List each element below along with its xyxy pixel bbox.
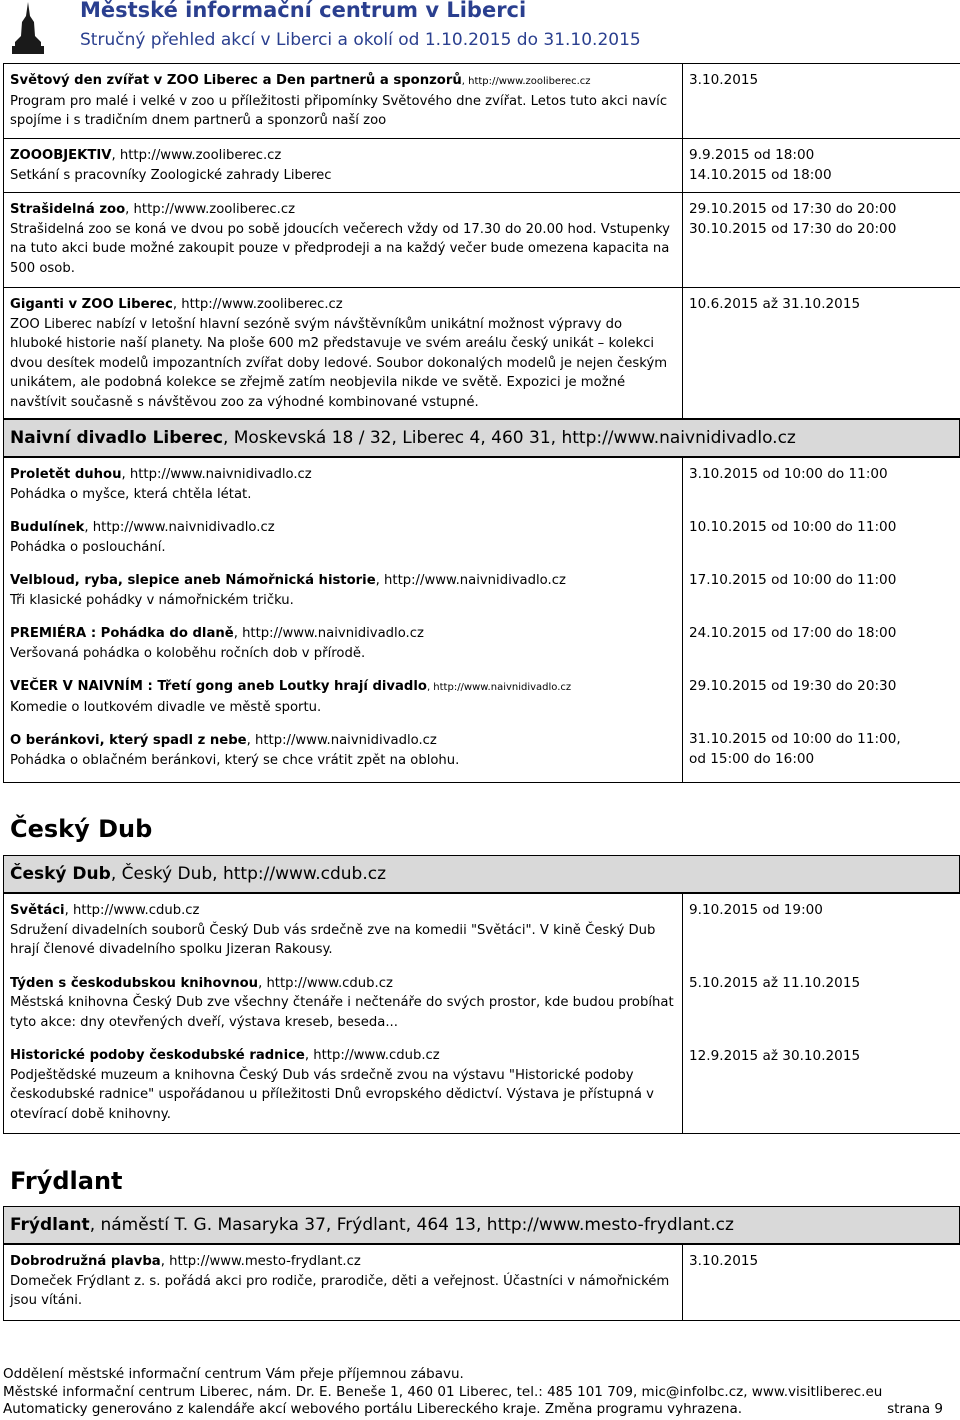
event-description: Setkání s pracovníky Zoologické zahrady Liberec <box>10 167 332 183</box>
event-description: Program pro malé i velké v zoo u příležitosti připomínky Světového dne zvířat. Letos tuto akci navíc spojíme i s tradičním dnem partnerů a sponzorů naší zoo <box>10 93 668 128</box>
event-url[interactable]: , http://www.zooliberec.cz <box>111 148 282 163</box>
event-description: ZOO Liberec nabízí v letošní hlavní sezóně svým návštěvníkům unikátní možnost výpravy do hluboké historie naší planety. Na ploše 600 m2 představuje ve svém areálu český unikát – kolekci dvou desítek modelů impozantních zvířat doby ledové. Soubor dokonalých modelů je nejen českým unikátem, ale podobná kolekce se zřejmě zatím neobjevila nikde ve světě. Expozici je možné navštívit současně s návštěvou zoo za výhodné kombinované vstupné. <box>10 316 668 410</box>
list-item <box>10 571 676 610</box>
list-item <box>10 1252 676 1311</box>
list-item <box>10 200 676 278</box>
event-url[interactable]: , http://www.zooliberec.cz <box>172 297 343 312</box>
event-url[interactable]: , http://www.naivnidivadlo.cz <box>84 520 275 535</box>
event-date: 10.10.2015 od 10:00 do 11:00 <box>689 519 897 535</box>
event-description: Komedie o loutkovém divadle ve městě sportu. <box>10 699 322 715</box>
event-name: Budulínek <box>10 520 85 535</box>
event-url[interactable]: , http://www.naivnidivadlo.cz <box>121 467 312 482</box>
event-url[interactable]: , http://www.naivnidivadlo.cz <box>375 573 566 588</box>
event-name: Světový den zvířat v ZOO Liberec a Den partnerů a sponzorů <box>10 73 462 88</box>
cesky-dub-events-table <box>3 893 960 1134</box>
footer-note <box>3 1401 953 1419</box>
event-url[interactable]: , http://www.mesto-frydlant.cz <box>160 1254 361 1269</box>
venue-header <box>3 1206 960 1244</box>
event-date: 31.10.2015 od 10:00 do 11:00, <box>689 731 901 747</box>
list-item <box>10 295 676 412</box>
event-description: Domeček Frýdlant z. s. pořádá akci pro rodiče, prarodiče, děti a veřejnost. Účastníci v námořnickém jsou vítáni. <box>10 1273 670 1308</box>
list-item <box>10 677 676 717</box>
page-subtitle: Stručný přehled akcí v Liberci a okolí od 1.10.2015 do 31.10.2015 <box>80 30 641 50</box>
event-url[interactable]: , http://www.cdub.cz <box>64 903 200 918</box>
table-row <box>4 458 960 783</box>
event-url[interactable]: , http://www.zooliberec.cz <box>461 76 591 87</box>
event-url[interactable]: , http://www.naivnidivadlo.cz <box>233 626 424 641</box>
list-item <box>10 731 676 770</box>
event-date: 29.10.2015 od 19:30 do 20:30 <box>689 678 897 694</box>
event-date: 5.10.2015 až 11.10.2015 <box>689 975 861 991</box>
event-description: Strašidelná zoo se koná ve dvou po sobě jdoucích večerech vždy od 17.30 do 20.00 hod. Vstupenky na tuto akci bude možné zakoupit pouze v předprodeji a na každý večer bude omezena kapacita na 500 osob. <box>10 221 670 276</box>
footer-contact: Městské informační centrum Liberec, nám. Dr. E. Beneše 1, 460 01 Liberec, tel.: 485 101 709, mic@infolbc.cz, www.visitliberec.eu <box>3 1383 883 1400</box>
venue-address: , náměstí T. G. Masaryka 37, Frýdlant, 464 13, http://www.mesto-frydlant.cz <box>89 1215 734 1235</box>
event-date: 17.10.2015 od 10:00 do 11:00 <box>689 572 897 588</box>
city-heading: Český Dub <box>10 815 153 843</box>
table-row <box>4 193 960 288</box>
event-url[interactable]: , http://www.cdub.cz <box>258 975 393 991</box>
event-name: Dobrodružná plavba <box>10 1254 161 1269</box>
event-name: Giganti v ZOO Liberec <box>10 297 173 312</box>
event-name: Strašidelná zoo <box>10 202 126 217</box>
venue-name: Naivní divadlo Liberec <box>10 428 223 448</box>
city-heading: Frýdlant <box>10 1167 123 1195</box>
zoo-events-table <box>3 63 960 419</box>
event-url[interactable]: , http://www.naivnidivadlo.cz <box>246 733 437 748</box>
list-item <box>10 71 676 131</box>
venue-name: Český Dub <box>10 864 111 884</box>
table-row <box>4 894 960 1134</box>
event-description: Tři klasické pohádky v námořnickém tričku. <box>10 592 294 608</box>
list-item <box>10 518 676 557</box>
list-item <box>10 901 676 960</box>
event-name: Proletět duhou <box>10 467 122 482</box>
event-date: 3.10.2015 <box>689 72 759 88</box>
event-date: 3.10.2015 od 10:00 do 11:00 <box>689 466 888 482</box>
venue-name: Frýdlant <box>10 1215 90 1235</box>
page-header <box>0 0 960 62</box>
event-date: 14.10.2015 od 18:00 <box>689 166 832 183</box>
venue-address: , Český Dub, http://www.cdub.cz <box>110 864 386 884</box>
list-item <box>10 1046 676 1124</box>
event-description: Podještědské muzeum a knihovna Český Dub vás srdečně zvou na výstavu "Historické podoby českodubské radnice" uspořádanou u příležitosti Dnů evropského dědictví. Výstava je přístupná v otevírací době knihovny. <box>10 1067 654 1122</box>
naivni-events-table <box>3 457 960 783</box>
event-description: Městská knihovna Český Dub zve všechny čtenáře i nečtenáře do svých prostor, kde budou probíhat tyto akce: dny otevřených dveří, výstava kreseb, beseda... <box>10 995 674 1030</box>
event-name: O beránkovi, který spadl z nebe <box>10 733 247 748</box>
event-date: 10.6.2015 až 31.10.2015 <box>689 296 861 312</box>
event-date: 3.10.2015 <box>689 1253 759 1269</box>
table-row <box>4 1245 960 1321</box>
table-row <box>4 288 960 419</box>
table-row <box>4 64 960 139</box>
footer-disclaimer: Automaticky generováno z kalendáře akcí webového portálu Libereckého kraje. Změna programu vyhrazena. <box>3 1401 743 1417</box>
event-date: 9.9.2015 od 18:00 <box>689 147 815 163</box>
table-row <box>4 139 960 193</box>
venue-address: , Moskevská 18 / 32, Liberec 4, 460 31, http://www.naivnidivadlo.cz <box>222 428 796 448</box>
page-footer <box>3 1366 953 1419</box>
liberec-town-hall-logo-icon <box>8 2 48 54</box>
event-description: Pohádka o oblačném beránkovi, který se chce vrátit zpět na oblohu. <box>10 752 460 768</box>
event-date: 30.10.2015 od 17:30 do 20:00 <box>689 220 897 237</box>
page-number: strana 9 <box>887 1401 943 1417</box>
event-name: Historické podoby českodubské radnice <box>10 1048 305 1063</box>
event-date: 12.9.2015 až 30.10.2015 <box>689 1048 861 1064</box>
venue-header <box>3 855 960 893</box>
event-name: Týden s českodubskou knihovnou <box>10 975 259 991</box>
event-date: 9.10.2015 od 19:00 <box>689 902 823 918</box>
frydlant-events-table <box>3 1244 960 1321</box>
event-date: 29.10.2015 od 17:30 do 20:00 <box>689 201 897 217</box>
event-name: VEČER V NAIVNÍM : Třetí gong aneb Loutky hrají divadlo <box>10 679 427 694</box>
venue-header <box>3 419 960 457</box>
event-name: ZOOOBJEKTIV <box>10 148 112 163</box>
event-name: PREMIÉRA : Pohádka do dlaně <box>10 626 234 641</box>
list-item <box>10 974 676 1033</box>
page-title: Městské informační centrum v Liberci <box>80 0 527 22</box>
event-description: Veršovaná pohádka o koloběhu ročních dob v přírodě. <box>10 645 366 661</box>
list-item <box>10 465 676 504</box>
event-date: 24.10.2015 od 17:00 do 18:00 <box>689 625 897 641</box>
event-description: Sdružení divadelních souborů Český Dub vás srdečně zve na komedii "Světáci". V kině Český Dub hrají členové divadelního spolku Jizeran Rakousy. <box>10 922 656 957</box>
footer-greeting: Oddělení městské informační centrum Vám přeje příjemnou zábavu. <box>3 1366 464 1382</box>
event-description: Pohádka o myšce, která chtěla létat. <box>10 486 252 502</box>
event-name: Velbloud, ryba, slepice aneb Námořnická historie <box>10 573 376 588</box>
event-url[interactable]: , http://www.naivnidivadlo.cz <box>426 682 572 693</box>
event-url[interactable]: , http://www.zooliberec.cz <box>125 202 296 217</box>
event-description: Pohádka o poslouchání. <box>10 539 166 555</box>
event-date: od 15:00 do 16:00 <box>689 750 815 767</box>
list-item <box>10 146 676 185</box>
event-url[interactable]: , http://www.cdub.cz <box>304 1048 440 1063</box>
event-name: Světáci <box>10 903 65 918</box>
list-item <box>10 624 676 663</box>
